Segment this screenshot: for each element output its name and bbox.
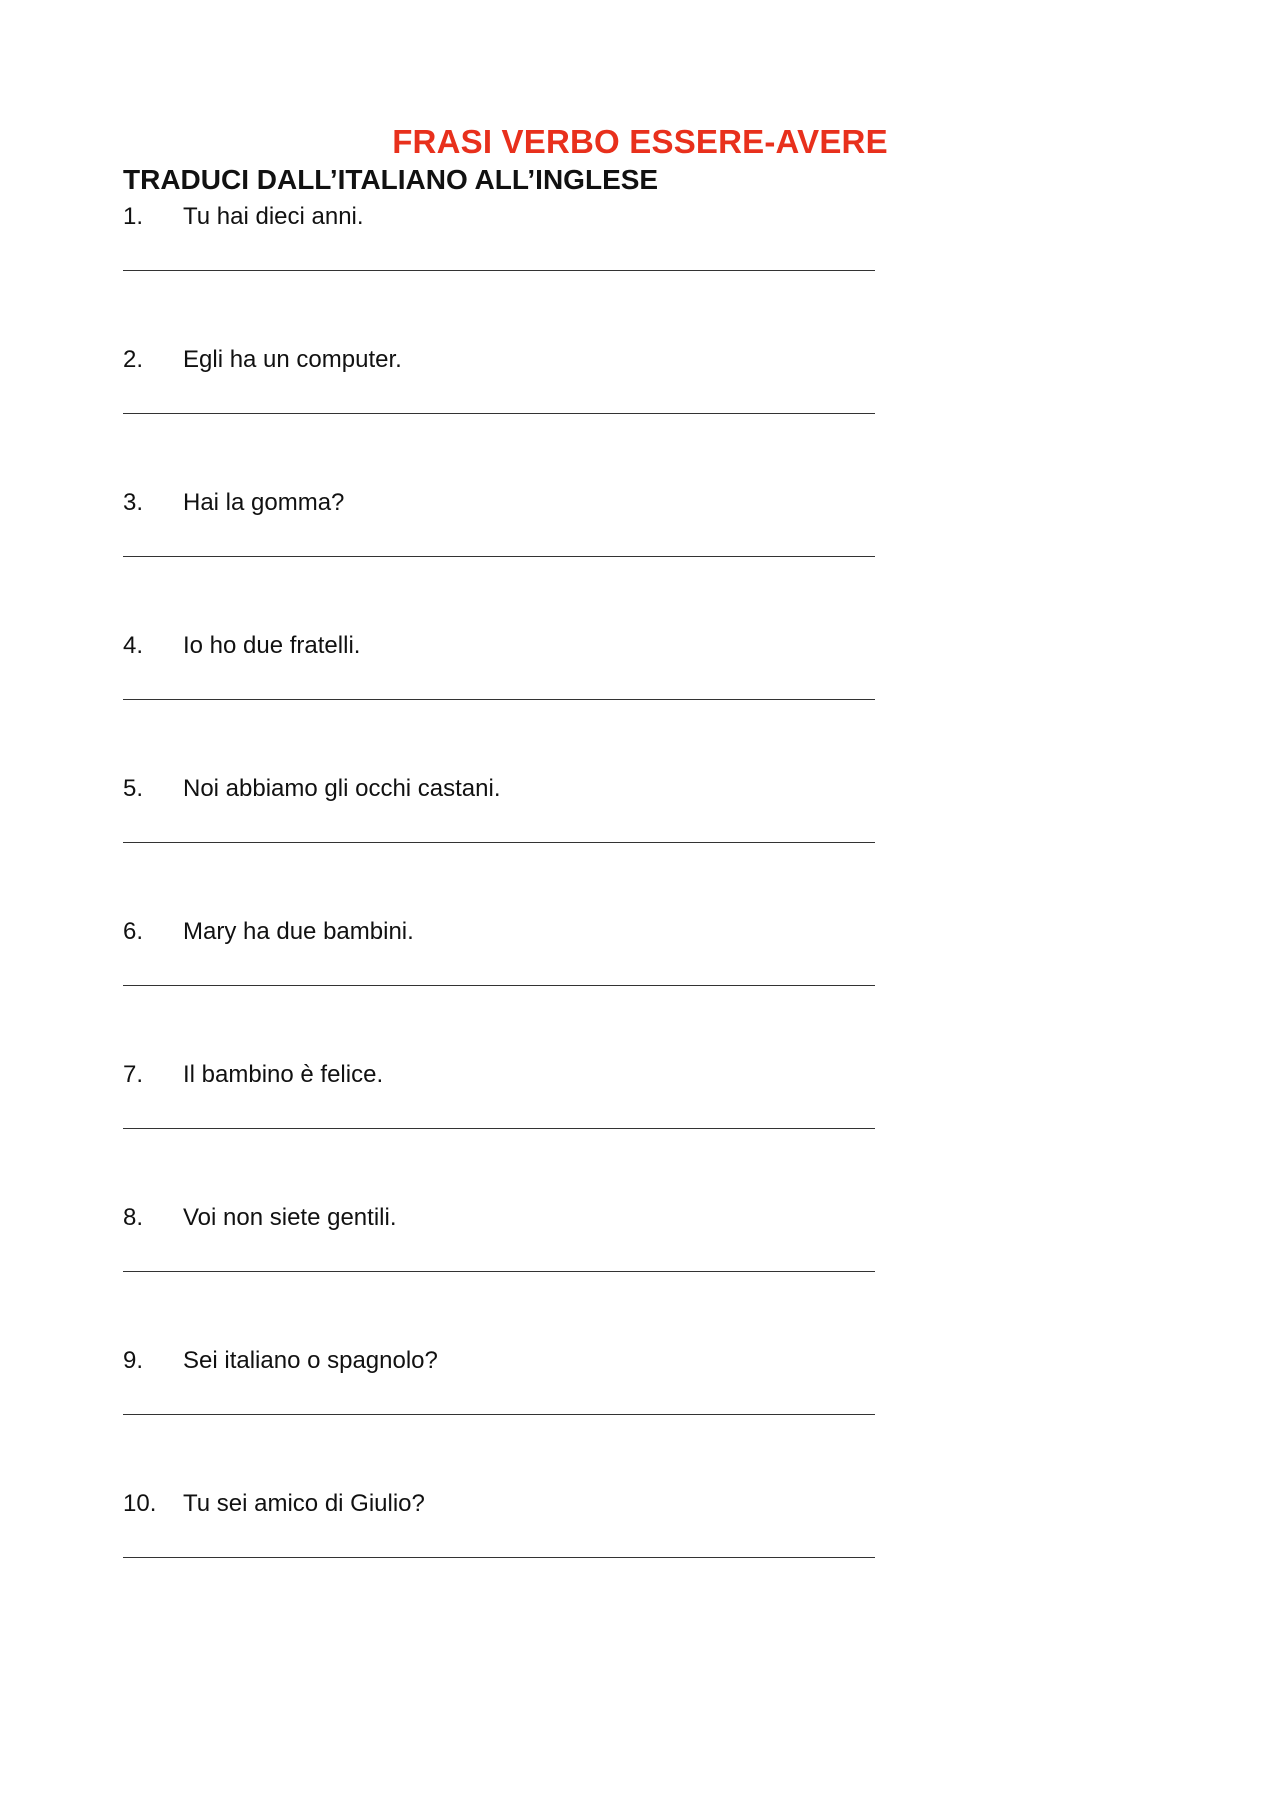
item-number: 1.: [123, 203, 144, 230]
item-sentence: Mary ha due bambini.: [183, 918, 414, 945]
item-number: 5.: [123, 775, 144, 802]
item-sentence: Voi non siete gentili.: [183, 1204, 397, 1231]
page-title: FRASI VERBO ESSERE-AVERE: [392, 123, 888, 160]
item-sentence: Tu hai dieci anni.: [183, 203, 364, 230]
exercise-item: [123, 488, 883, 568]
answer-line[interactable]: [123, 413, 875, 414]
answer-line[interactable]: [123, 1128, 875, 1129]
answer-line[interactable]: [123, 1414, 875, 1415]
item-number: 10.: [123, 1490, 157, 1517]
item-sentence: Sei italiano o spagnolo?: [183, 1347, 438, 1374]
exercise-item: [123, 774, 883, 854]
item-number: 7.: [123, 1061, 144, 1088]
answer-line[interactable]: [123, 1557, 875, 1558]
exercise-item: [123, 917, 883, 997]
item-number: 3.: [123, 489, 144, 516]
answer-line[interactable]: [123, 985, 875, 986]
answer-line[interactable]: [123, 270, 875, 271]
exercise-item: [123, 202, 883, 282]
item-sentence: Egli ha un computer.: [183, 346, 402, 373]
item-number: 6.: [123, 918, 144, 945]
item-number: 4.: [123, 632, 144, 659]
item-number: 9.: [123, 1347, 144, 1374]
exercise-item: [123, 1203, 883, 1283]
exercise-instruction: TRADUCI DALL’ITALIANO ALL’INGLESE: [123, 164, 659, 195]
exercise-item: [123, 1489, 883, 1569]
item-sentence: Hai la gomma?: [183, 489, 345, 516]
item-sentence: Io ho due fratelli.: [183, 632, 361, 659]
answer-line[interactable]: [123, 556, 875, 557]
exercise-item: [123, 631, 883, 711]
item-number: 2.: [123, 346, 144, 373]
item-sentence: Il bambino è felice.: [183, 1061, 384, 1088]
answer-line[interactable]: [123, 699, 875, 700]
answer-line[interactable]: [123, 842, 875, 843]
exercise-item: [123, 345, 883, 425]
answer-line[interactable]: [123, 1271, 875, 1272]
exercise-item: [123, 1346, 883, 1426]
item-sentence: Tu sei amico di Giulio?: [183, 1490, 425, 1517]
item-number: 8.: [123, 1204, 144, 1231]
item-sentence: Noi abbiamo gli occhi castani.: [183, 775, 501, 802]
exercise-item: [123, 1060, 883, 1140]
